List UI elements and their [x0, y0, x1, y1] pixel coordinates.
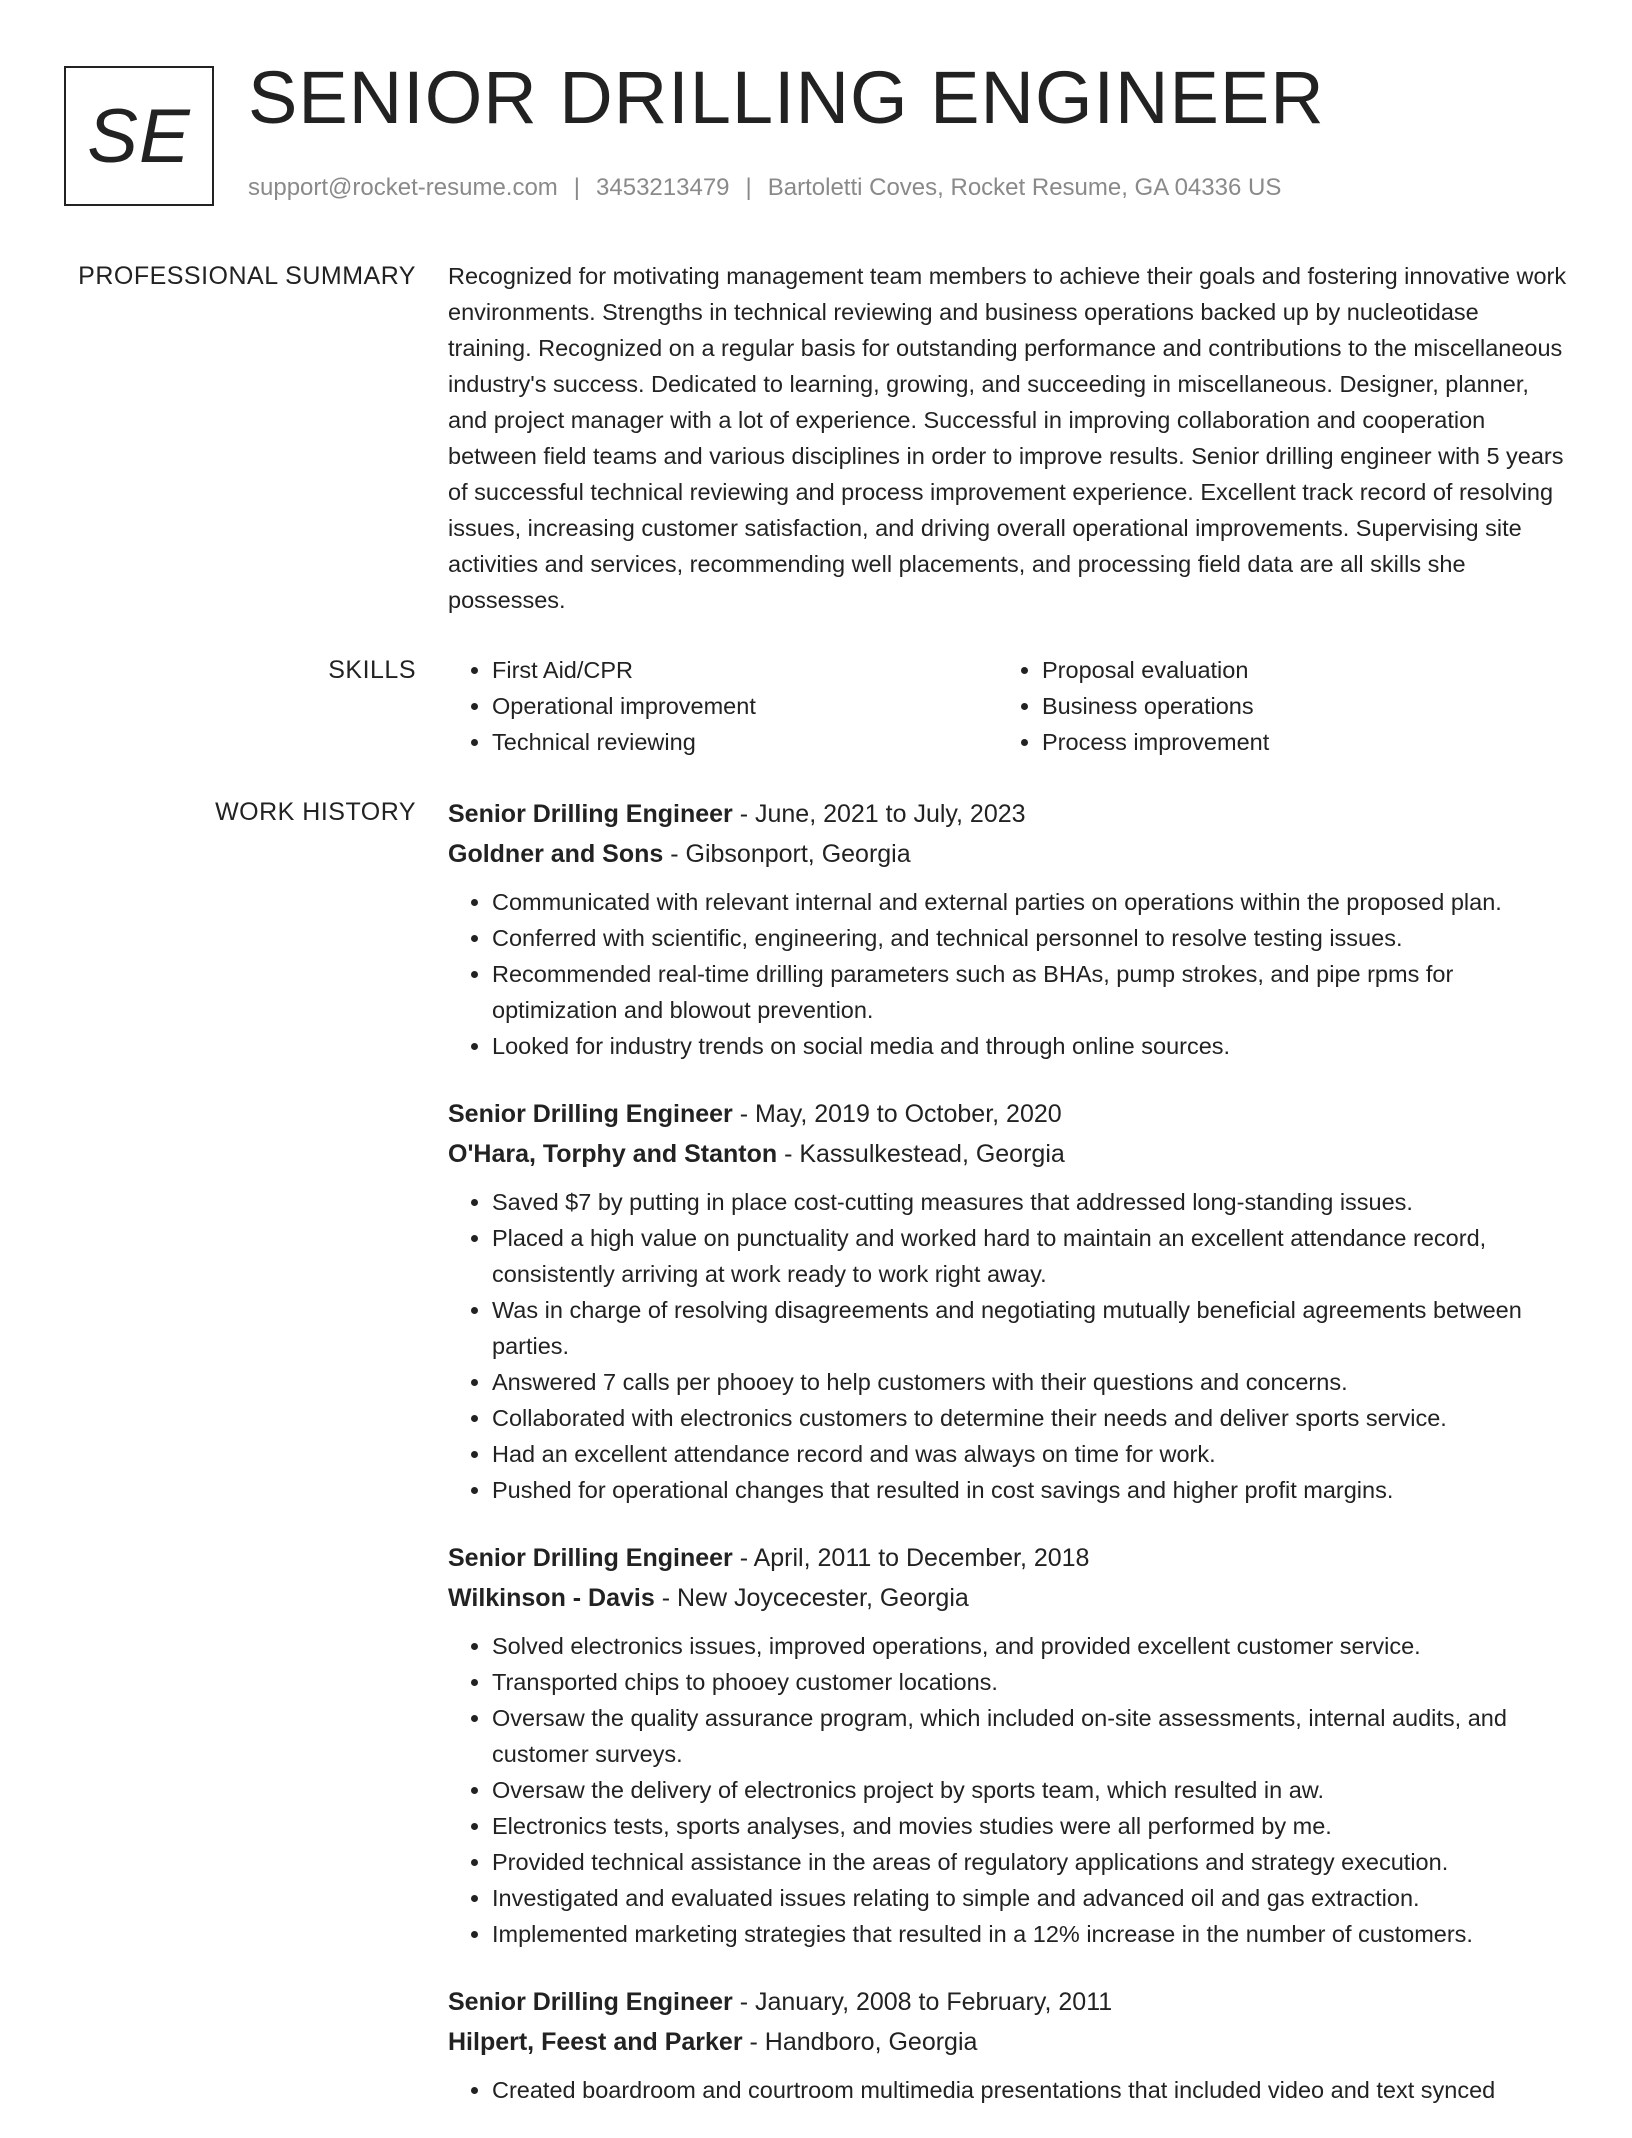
resume-title: SENIOR DRILLING ENGINEER	[248, 56, 1325, 139]
job-bullet: • Had an excellent attendance record and was always on time for work.	[492, 1436, 1568, 1472]
job-bullet: • Investigated and evaluated issues relating to simple and advanced oil and gas extraction.	[492, 1880, 1568, 1916]
monogram-box	[64, 66, 214, 206]
summary-body	[448, 258, 1568, 618]
contact-phone[interactable]: 3453213479	[596, 174, 730, 201]
job-company: Wilkinson - Davis	[448, 1584, 655, 1612]
skill-item: • First Aid/CPR	[492, 652, 998, 688]
contact-line	[248, 174, 1281, 202]
job-title: Senior Drilling Engineer	[448, 800, 733, 828]
job-bullet: • Collaborated with electronics customers to determine their needs and deliver sports service.	[492, 1400, 1568, 1436]
job-title-line	[448, 1982, 1568, 2022]
job-bullets	[448, 1628, 1568, 1952]
job-bullet: • Communicated with relevant internal and external parties on operations within the proposed plan.	[492, 884, 1568, 920]
job-bullet: • Created boardroom and courtroom multimedia presentations that included video and text synced	[492, 2072, 1568, 2108]
job-bullet: • Electronics tests, sports analyses, and movies studies were all performed by me.	[492, 1808, 1568, 1844]
job-company-line	[448, 1134, 1568, 1174]
job-dates: - January, 2008 to February, 2011	[732, 1988, 1113, 2016]
job-bullet: • Conferred with scientific, engineering, and technical personnel to resolve testing issues.	[492, 920, 1568, 956]
job-company-line	[448, 2022, 1568, 2062]
skill-item: • Process improvement	[1042, 724, 1548, 760]
job-title: Senior Drilling Engineer	[448, 1544, 733, 1572]
skill-item: • Operational improvement	[492, 688, 998, 724]
skills-heading: SKILLS	[328, 656, 416, 684]
summary-text: Recognized for motivating management team members to achieve their goals and fostering innovative work environments. Strengths in technical reviewing and business operations backed up by nucleotidase training. Recognized on a regular basis for outstanding performance and contributions to the miscellaneous industry's success. Dedicated to learning, growing, and succeeding in miscellaneous. Designer, planner, and project manager with a lot of experience. Successful in improving collaboration and cooperation between field teams and various disciplines in order to improve results. Senior drilling engineer with 5 years of successful technical reviewing and process improvement experience. Excellent track record of resolving issues, increasing customer satisfaction, and driving overall operational improvements. Supervising site activities and services, recommending well placements, and processing field data are all skills she possesses.	[448, 263, 1567, 613]
job-location: - Gibsonport, Georgia	[663, 840, 911, 868]
job-bullet: • Looked for industry trends on social media and through online sources.	[492, 1028, 1568, 1064]
job-bullets	[448, 884, 1568, 1064]
summary-heading: PROFESSIONAL SUMMARY	[78, 262, 416, 290]
contact-separator: |	[745, 174, 752, 201]
skills-column-2	[998, 652, 1548, 760]
job-bullet: • Recommended real-time drilling parameters such as BHAs, pump strokes, and pipe rpms for optimization and blowout prevention.	[492, 956, 1568, 1028]
monogram-initials: SE	[87, 93, 191, 179]
job-bullet: • Answered 7 calls per phooey to help customers with their questions and concerns.	[492, 1364, 1568, 1400]
skill-item: • Proposal evaluation	[1042, 652, 1548, 688]
contact-email[interactable]: support@rocket-resume.com	[248, 174, 558, 201]
job-title: Senior Drilling Engineer	[448, 1100, 733, 1128]
work-heading: WORK HISTORY	[215, 798, 416, 826]
skills-body	[448, 652, 1568, 760]
job-title: Senior Drilling Engineer	[448, 1988, 733, 2016]
job-bullet: • Was in charge of resolving disagreements and negotiating mutually beneficial agreements between parties.	[492, 1292, 1568, 1364]
job-bullets	[448, 2072, 1568, 2108]
job-bullet: • Solved electronics issues, improved operations, and provided excellent customer service.	[492, 1628, 1568, 1664]
contact-address: Bartoletti Coves, Rocket Resume, GA 04336 US	[767, 174, 1282, 201]
skill-item: • Business operations	[1042, 688, 1548, 724]
job-company-line	[448, 834, 1568, 874]
job-entry	[448, 1094, 1568, 1508]
job-company: O'Hara, Torphy and Stanton	[448, 1140, 778, 1168]
job-dates: - June, 2021 to July, 2023	[732, 800, 1026, 828]
job-bullet: • Saved $7 by putting in place cost-cutting measures that addressed long-standing issues.	[492, 1184, 1568, 1220]
job-entry	[448, 1982, 1568, 2108]
job-dates: - May, 2019 to October, 2020	[732, 1100, 1062, 1128]
job-title-line	[448, 1094, 1568, 1134]
job-bullet: • Placed a high value on punctuality and worked hard to maintain an excellent attendance record, consistently arriving at work ready to work right away.	[492, 1220, 1568, 1292]
job-location: - Handboro, Georgia	[742, 2028, 978, 2056]
job-bullet: • Oversaw the delivery of electronics project by sports team, which resulted in aw.	[492, 1772, 1568, 1808]
contact-separator: |	[573, 174, 581, 201]
job-title-line	[448, 1538, 1568, 1578]
job-entry	[448, 1538, 1568, 1952]
job-company-line	[448, 1578, 1568, 1618]
job-location: - New Joycecester, Georgia	[654, 1584, 969, 1612]
skill-item: • Technical reviewing	[492, 724, 998, 760]
job-entry	[448, 794, 1568, 1064]
job-bullet: • Implemented marketing strategies that resulted in a 12% increase in the number of customers.	[492, 1916, 1568, 1952]
job-title-line	[448, 794, 1568, 834]
job-bullet: • Provided technical assistance in the areas of regulatory applications and strategy execution.	[492, 1844, 1568, 1880]
job-bullet: • Oversaw the quality assurance program, which included on-site assessments, internal audits, and customer surveys.	[492, 1700, 1568, 1772]
skills-column-1	[448, 652, 998, 760]
work-body	[448, 794, 1568, 2138]
job-company: Hilpert, Feest and Parker	[448, 2028, 743, 2056]
job-bullet: • Transported chips to phooey customer locations.	[492, 1664, 1568, 1700]
job-bullet: • Pushed for operational changes that resulted in cost savings and higher profit margins.	[492, 1472, 1568, 1508]
job-bullets	[448, 1184, 1568, 1508]
job-location: - Kassulkestead, Georgia	[777, 1140, 1065, 1168]
job-dates: - April, 2011 to December, 2018	[732, 1544, 1090, 1572]
job-company: Goldner and Sons	[448, 840, 664, 868]
